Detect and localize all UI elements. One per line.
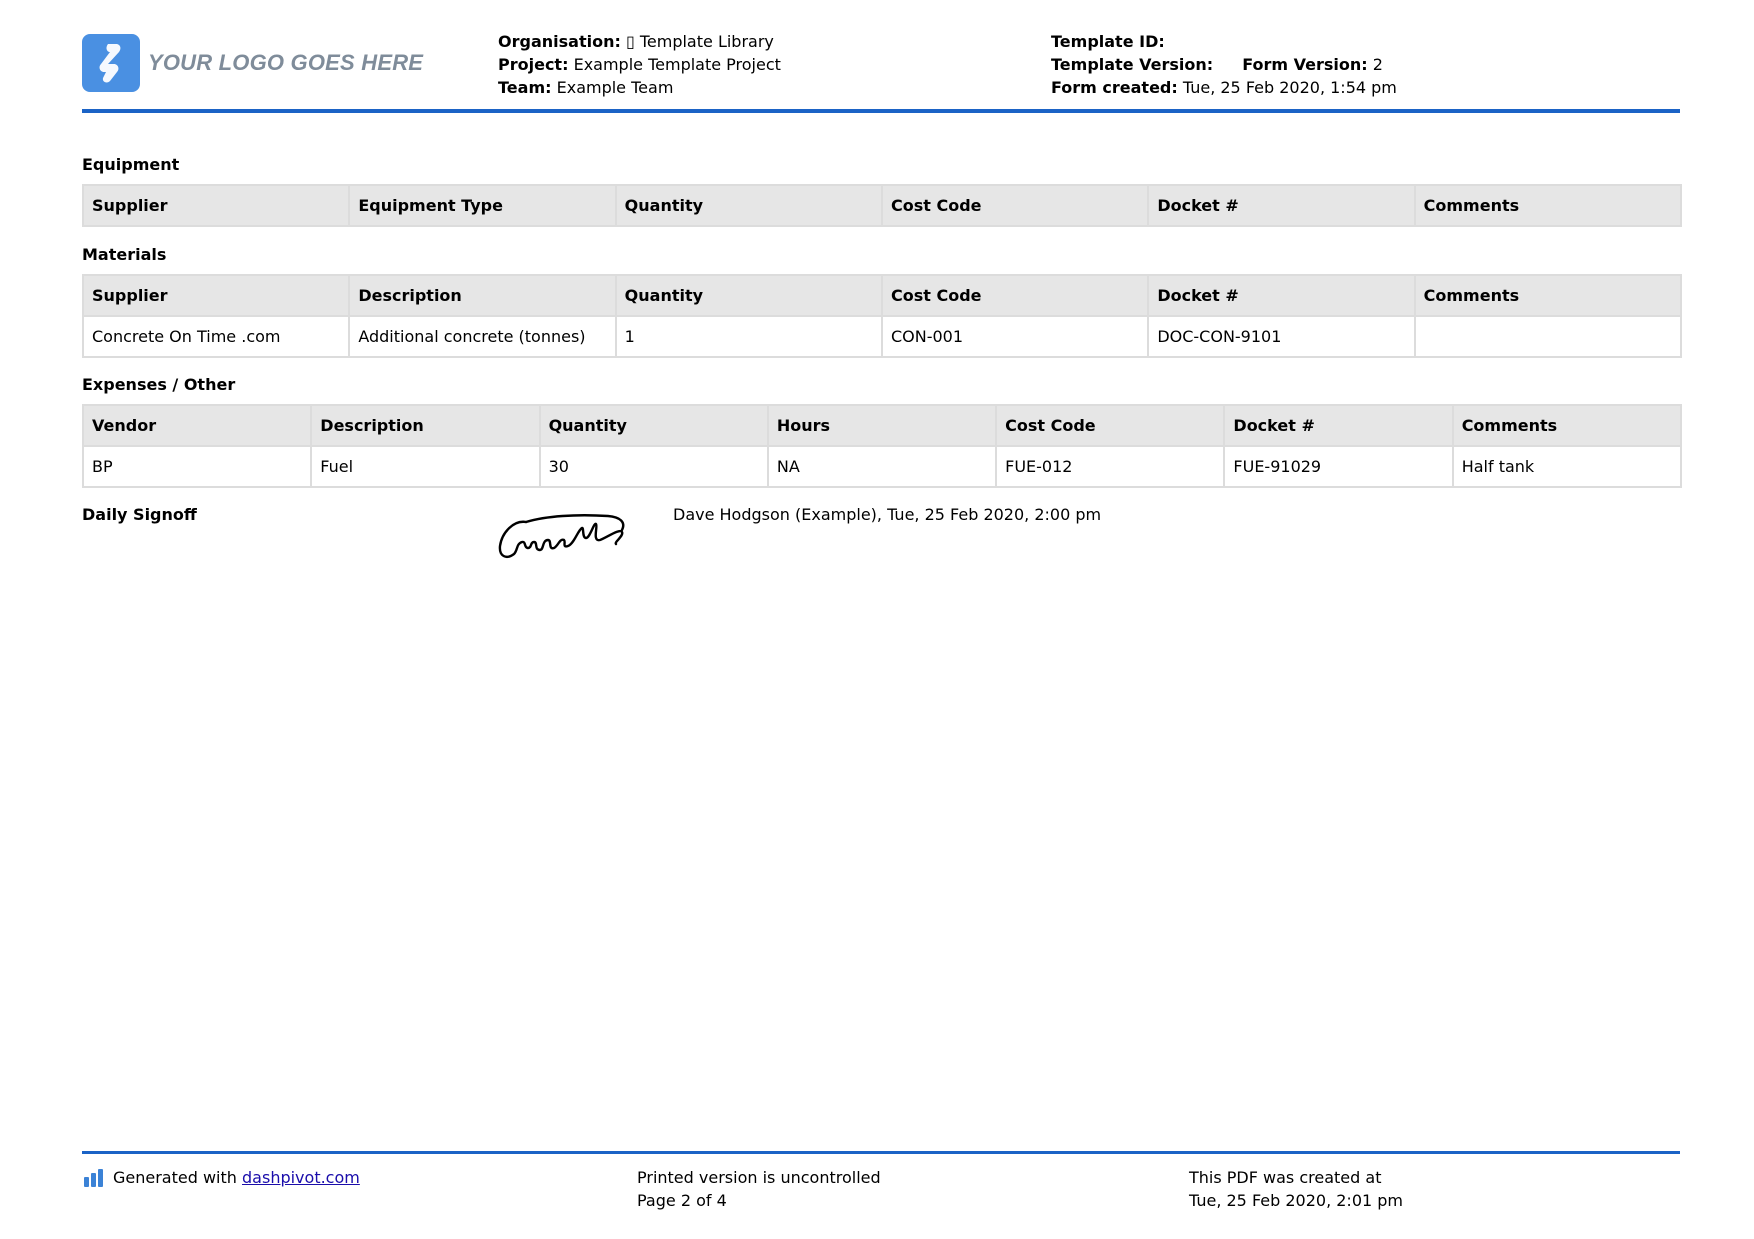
organisation-label: Organisation:	[498, 32, 621, 51]
table-cell: 1	[616, 316, 882, 357]
table-row	[83, 316, 1681, 357]
table-cell: Fuel	[311, 446, 539, 487]
page-number: Page 2 of 4	[637, 1191, 727, 1210]
footer-pdf-created	[1189, 1166, 1403, 1212]
footer-print-info	[637, 1166, 881, 1212]
generated-text: Generated with	[113, 1168, 237, 1187]
logo	[82, 34, 423, 92]
column-header: Comments	[1415, 275, 1681, 316]
column-header: Cost Code	[882, 275, 1148, 316]
column-header: Docket #	[1224, 405, 1452, 446]
table-cell	[1415, 316, 1681, 357]
team-row	[498, 76, 781, 99]
table-cell: DOC-CON-9101	[1148, 316, 1414, 357]
column-header: Supplier	[83, 185, 349, 226]
column-header: Quantity	[616, 185, 882, 226]
project-value: Example Template Project	[573, 55, 781, 74]
pdf-created-value: Tue, 25 Feb 2020, 2:01 pm	[1189, 1191, 1404, 1210]
team-value: Example Team	[556, 78, 674, 97]
column-header: Comments	[1415, 185, 1681, 226]
column-header: Cost Code	[996, 405, 1224, 446]
team-label: Team:	[498, 78, 552, 97]
template-id-label: Template ID:	[1051, 32, 1165, 51]
bar-chart-icon	[84, 1169, 105, 1187]
template-version-label: Template Version:	[1051, 55, 1214, 74]
column-header: Vendor	[83, 405, 311, 446]
footer-generated	[84, 1166, 360, 1189]
column-header: Equipment Type	[349, 185, 615, 226]
page-header	[82, 30, 1680, 110]
table-cell: Half tank	[1453, 446, 1681, 487]
header-meta-template	[1051, 30, 1397, 99]
column-header: Hours	[768, 405, 996, 446]
expenses-title: Expenses / Other	[82, 375, 236, 394]
footer-divider	[82, 1151, 1680, 1154]
template-id-row	[1051, 30, 1397, 53]
table-cell: NA	[768, 446, 996, 487]
organisation-row	[498, 30, 781, 53]
signoff-title: Daily Signoff	[82, 505, 197, 524]
table-cell: CON-001	[882, 316, 1148, 357]
project-label: Project:	[498, 55, 569, 74]
column-header: Comments	[1453, 405, 1681, 446]
column-header: Docket #	[1148, 275, 1414, 316]
materials-title: Materials	[82, 245, 167, 264]
table-cell: BP	[83, 446, 311, 487]
dashpivot-link[interactable]: dashpivot.com	[242, 1168, 360, 1187]
form-version-value: 2	[1372, 55, 1383, 74]
table-cell: Additional concrete (tonnes)	[349, 316, 615, 357]
version-row	[1051, 53, 1397, 76]
uncontrolled-text: Printed version is uncontrolled	[637, 1168, 881, 1187]
signoff-signed-by: Dave Hodgson (Example), Tue, 25 Feb 2020, 2:00 pm	[673, 505, 1102, 524]
form-created-label: Form created:	[1051, 78, 1178, 97]
table-header-row	[83, 185, 1681, 226]
signature-image	[496, 508, 632, 570]
column-header: Quantity	[616, 275, 882, 316]
column-header: Description	[311, 405, 539, 446]
column-header: Supplier	[83, 275, 349, 316]
equipment-table	[82, 184, 1682, 227]
header-meta-project	[498, 30, 781, 99]
table-cell: FUE-012	[996, 446, 1224, 487]
table-header-row	[83, 405, 1681, 446]
column-header: Docket #	[1148, 185, 1414, 226]
header-divider	[82, 109, 1680, 113]
table-cell: 30	[540, 446, 768, 487]
pdf-created-label: This PDF was created at	[1189, 1168, 1382, 1187]
table-header-row	[83, 275, 1681, 316]
table-row	[83, 446, 1681, 487]
organisation-value: ▯ Template Library	[625, 32, 774, 51]
column-header: Description	[349, 275, 615, 316]
form-created-value: Tue, 25 Feb 2020, 1:54 pm	[1182, 78, 1397, 97]
logo-text: YOUR LOGO GOES HERE	[148, 50, 424, 75]
project-row	[498, 53, 781, 76]
table-cell: FUE-91029	[1224, 446, 1452, 487]
column-header: Cost Code	[882, 185, 1148, 226]
column-header: Quantity	[540, 405, 768, 446]
expenses-table	[82, 404, 1682, 488]
materials-table	[82, 274, 1682, 358]
logo-mark-icon	[82, 34, 140, 92]
form-version-label: Form Version:	[1242, 55, 1368, 74]
form-created-row	[1051, 76, 1397, 99]
equipment-title: Equipment	[82, 155, 180, 174]
table-cell: Concrete On Time .com	[83, 316, 349, 357]
